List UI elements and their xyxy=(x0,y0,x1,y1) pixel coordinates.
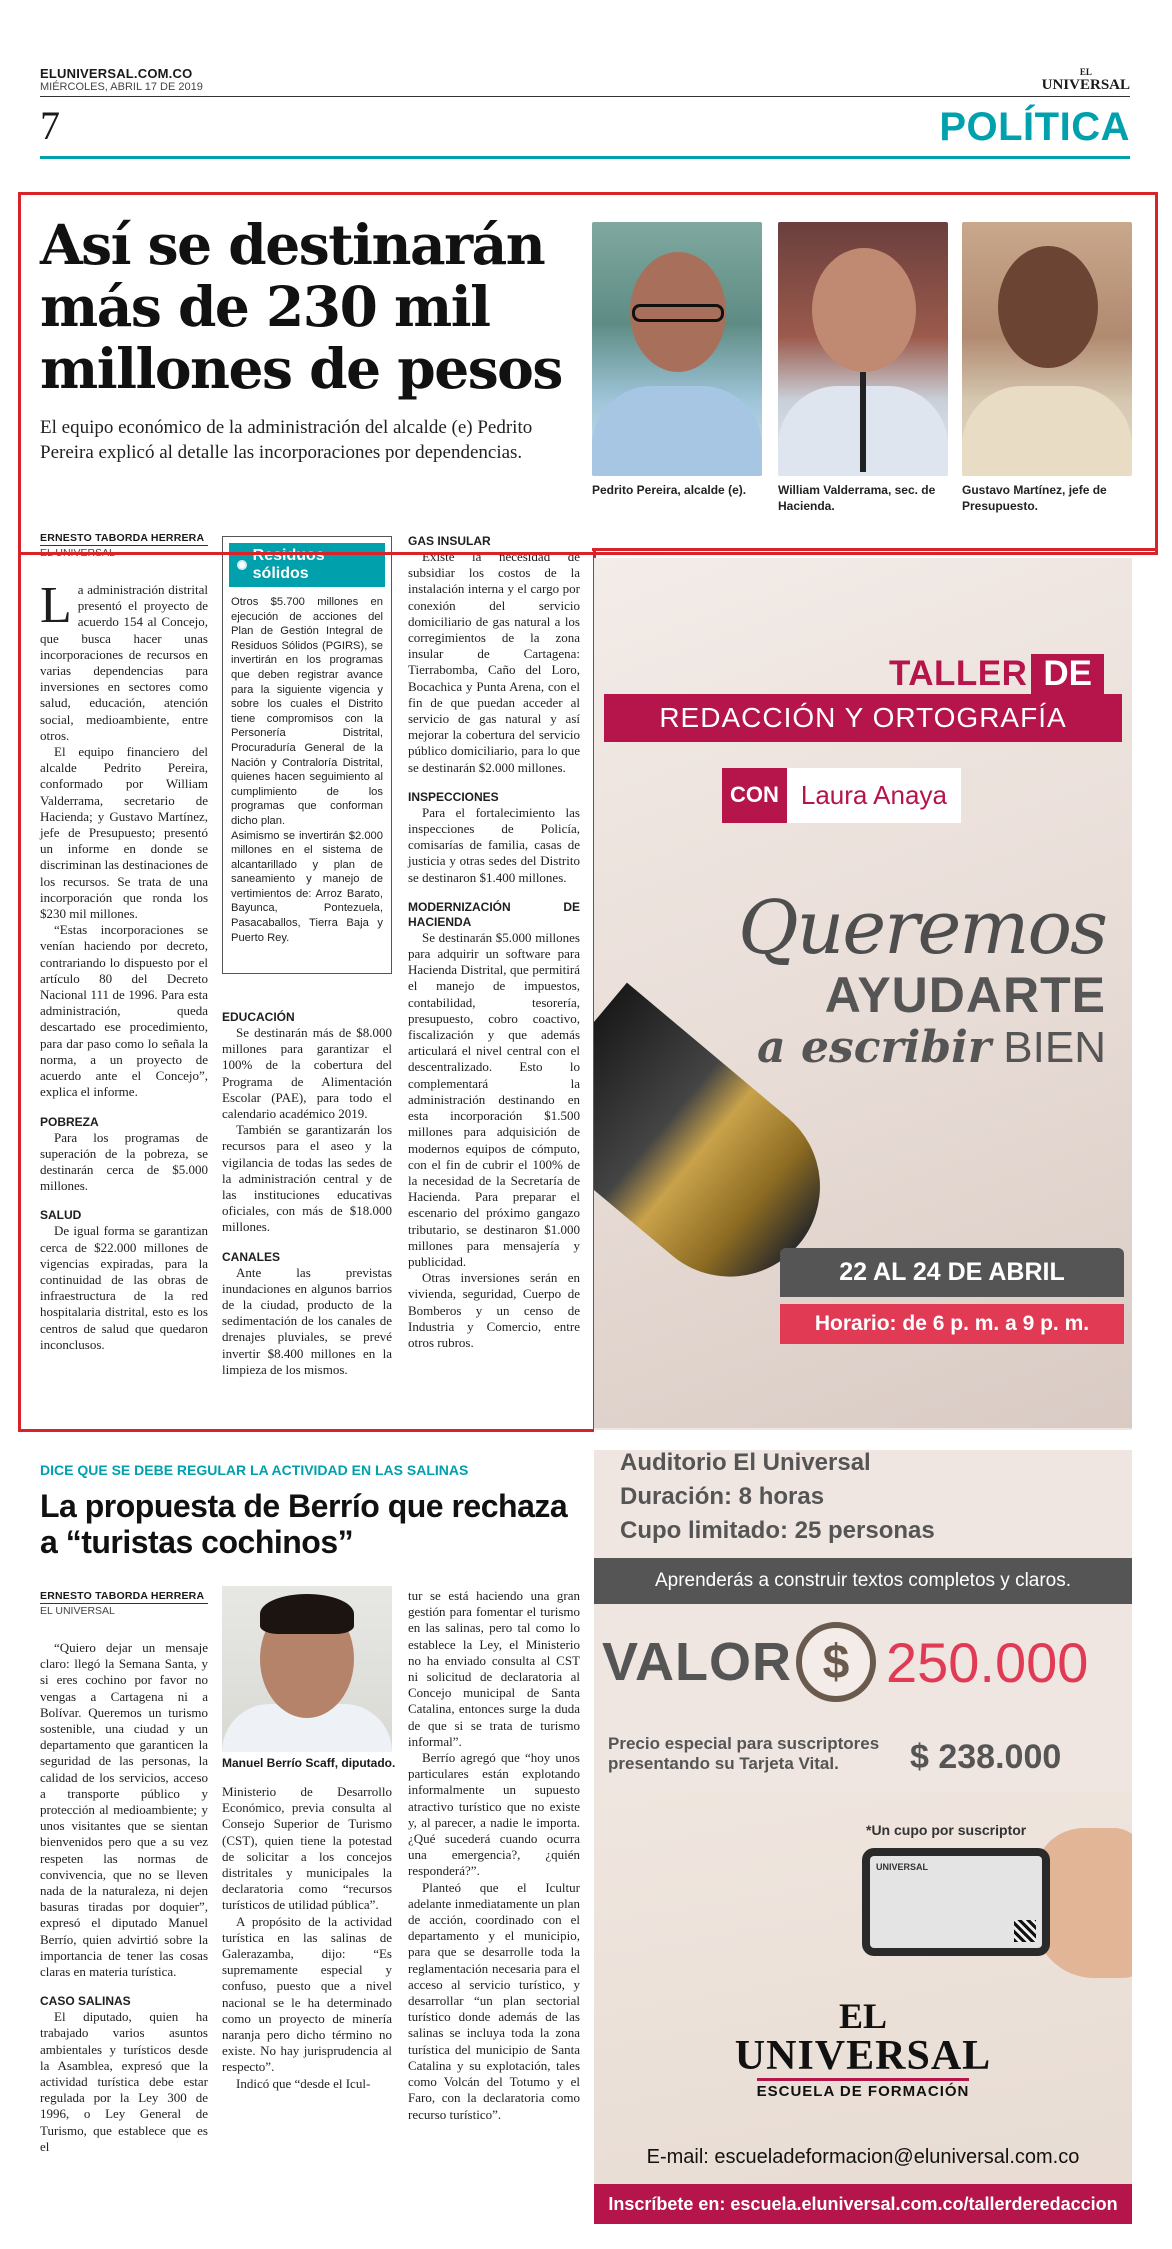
sidebox-residuos xyxy=(222,536,392,974)
paragraph: A propósito de la actividad turística en las salinas de Galerazamba, dijo: “Es supremamente especial y confuso, puesto que a nivel nacional se le ha determinado como un proyecto de minería naranja pero dicho término no existe. No hay jurisprudencia al respecto”. xyxy=(222,1913,392,2075)
story2-headline: La propuesta de Berrío que rechaza a “turistas cochinos” xyxy=(40,1488,568,1560)
glasses-icon xyxy=(632,304,724,322)
ad-venue: Auditorio El Universal xyxy=(620,1449,871,1476)
logo-el: EL xyxy=(1079,67,1092,77)
ad-email: E-mail: escueladeformacion@eluniversal.com.co xyxy=(646,2146,1080,2168)
subhead-salud: SALUD xyxy=(40,1208,82,1223)
paragraph: Asimismo se invertirán $2.000 millones en el sistema de alcantarillado y plan de saneamiento y manejo de vertimientos de: Arroz Barato, Bayunca, Pontezuela, Pasacaballos, Tierra Baja y Puerto Rey. xyxy=(231,829,383,944)
paragraph: Se destinarán más de $8.000 millones para garantizar el 100% de la cobertura del Programa de Alimentación Escolar (PAE), para todo el calendario académico 2019. xyxy=(222,1025,392,1122)
card-logo: UNIVERSAL xyxy=(876,1862,929,1872)
logo-escuela-text: ESCUELA DE FORMACIÓN xyxy=(757,2078,970,2100)
photo-manuel-berrio xyxy=(222,1586,392,1752)
story2-column-1 xyxy=(40,1640,208,2155)
ad-instructor-name: Laura Anaya xyxy=(787,768,961,823)
photo-figure-hair xyxy=(260,1594,354,1634)
photo-caption: Pedrito Pereira, alcalde (e). xyxy=(592,483,747,497)
photo-figure-face xyxy=(812,248,916,372)
sidebox-body xyxy=(223,587,391,953)
story1-headline: Así se destinarán más de 230 mil millones de pesos xyxy=(40,212,562,401)
subhead-inspecciones: INSPECCIONES xyxy=(408,789,499,804)
ad-price-value: 250.000 xyxy=(886,1630,1089,1694)
photo-figure-body xyxy=(592,386,762,476)
paragraph: Ante las previstas inundaciones en algunos barrios de la ciudad, producto de la sedimentación de los canales de drenajes pluviales, se prevé invertir $8.400 millones en la limpieza de los mismos. xyxy=(222,1264,392,1377)
ad-subscriber-text: Precio especial para suscriptores presentando su Tarjeta Vital. xyxy=(608,1734,880,1773)
paragraph: También se garantizarán los recursos para el aseo y la vigilancia de todas las sedes de la administración central y de las instituciones educativas oficiales, con más de $18.000 millones. xyxy=(222,1122,392,1235)
byline-name: ERNESTO TABORDA HERRERA xyxy=(40,1590,205,1602)
ad-de-word: DE xyxy=(1031,654,1104,694)
ad-register-link[interactable]: Inscríbete en: escuela.eluniversal.com.co/tallerderedaccion xyxy=(594,2184,1132,2224)
story2-kicker: DICE QUE SE DEBE REGULAR LA ACTIVIDAD EN LAS SALINAS xyxy=(40,1462,469,1478)
qr-code-icon xyxy=(1014,1920,1036,1942)
ad-details xyxy=(620,1446,935,1548)
story2-byline xyxy=(40,1590,208,1618)
photo-gustavo-martinez xyxy=(962,222,1132,476)
advertisement-taller xyxy=(594,558,1132,2224)
paragraph: Para los programas de superación de la pobreza, se destinarán cerca de $5.000 millones. xyxy=(40,1129,208,1194)
subhead-pobreza: POBREZA xyxy=(40,1114,99,1129)
subhead-gas-insular: GAS INSULAR xyxy=(408,534,491,548)
paragraph: Otras inversiones serán en vivienda, seguridad, Cuerpo de Bomberos y un censo de Industria y Comercio, entre otros rubros. xyxy=(408,1270,580,1350)
masthead-left xyxy=(40,66,203,93)
ad-duration: Duración: 8 horas xyxy=(620,1483,825,1510)
phone-card-icon xyxy=(862,1848,1050,1956)
site-name: ELUNIVERSAL.COM.CO xyxy=(40,66,193,81)
subhead-canales: CANALES xyxy=(222,1249,281,1264)
microphone-icon xyxy=(860,372,866,472)
bullet-dot-icon xyxy=(237,560,247,570)
masthead-rule xyxy=(40,96,1130,97)
sidebox-title: Residuos sólidos xyxy=(252,547,325,582)
paragraph: Berrío agregó que “hoy unos particulares están explotando informalmente un supuesto atractivo turístico que no existe y, al parecer, a nadie le importa. ¿Qué sucederá cuando ocurra una emergencia?, ¿quién responderá?”. xyxy=(408,1750,580,1879)
photo-caption: William Valderrama, sec. de Hacienda. xyxy=(778,483,936,513)
paragraph: Existe la necesidad de subsidiar los costos de la instalación interna y el cargo por conexión del servicio domiciliario de gas natural a los corregimientos de la zona insular de Cartagena: Tierrabomba, Caño del Loro, Bocachica y Punta Arena, con el fin de que puedan acceder al servicio de gas natural y así mejorar la cobertura del servicio público domiciliario, para lo que se destinarán $2.000 millones. xyxy=(408,549,580,775)
ad-slogan-ayudarte: AYUDARTE xyxy=(824,967,1106,1023)
subhead-modernizacion: MODERNIZACIÓN DE HACIENDA xyxy=(408,899,580,929)
ad-dates: 22 AL 24 DE ABRIL xyxy=(780,1248,1124,1297)
ad-schedule: Horario: de 6 p. m. a 9 p. m. xyxy=(780,1304,1124,1344)
issue-date: MIÉRCOLES, ABRIL 17 DE 2019 xyxy=(40,81,203,93)
paragraph: De igual forma se garantizan cerca de $22.000 millones de vigencias expiradas, para la continuidad de las obras de infraestructura de la red hospitalaria distrital, esto es los centros de salud que quedaron inconclusos. xyxy=(40,1223,208,1352)
ad-limit-note: *Un cupo por suscriptor xyxy=(866,1822,1027,1838)
ad-title-block xyxy=(594,654,1132,742)
logo-universal: UNIVERSAL xyxy=(1041,77,1130,93)
paragraph: La administración distrital presentó el proyecto de acuerdo 154 al Concejo, que busca hacer unas incorporaciones de recursos en varias dependencias para inversiones en sectores como salud, educación, atención social, medioambiente, entre otros. xyxy=(40,577,208,743)
ad-capacity: Cupo limitado: 25 personas xyxy=(620,1517,935,1544)
byline-name: ERNESTO TABORDA HERRERA xyxy=(40,532,205,544)
ad-subscriber-price: $ 238.000 xyxy=(910,1738,1062,1776)
story1-column-3 xyxy=(408,534,580,1351)
story2-column-3 xyxy=(408,1588,580,2123)
photo-figure-body xyxy=(962,386,1132,476)
dollar-coin-icon: $ xyxy=(796,1622,876,1702)
story1-column-1 xyxy=(40,577,208,1353)
ad-price-label: VALOR xyxy=(602,1632,792,1692)
ad-slogan-queremos: Queremos xyxy=(738,885,1106,971)
photo-caption: Gustavo Martínez, jefe de Presupuesto. xyxy=(962,483,1107,513)
ad-subtitle: REDACCIÓN Y ORTOGRAFÍA xyxy=(604,694,1122,742)
story1-column-2 xyxy=(222,1010,392,1378)
paragraph: Ministerio de Desarrollo Económico, previa consulta al Consejo Superior de Turismo (CST), quien tiene la potestad de solicitar a los concejos distritales y municipales la declaratoria como “recursos turísticos de utilidad pública”. xyxy=(222,1784,392,1913)
section-rule xyxy=(40,156,1130,159)
paragraph: Planteó que el Icultur adelante inmediatamente un plan de acción, coordinado con el departamento y el municipio, para que se desarrolle toda la reglamentación necesaria para el acceso al servicio turístico, y desarrollar “un plan sectorial turístico donde además de las salinas se incluya toda la zona turística del municipio de Santa Catalina y su explotación, tales como Volcán del Totumo y el Faro, con la declaratoria como recurso turístico”. xyxy=(408,1879,580,2122)
ad-learning-outcome: Aprenderás a construir textos completos y claros. xyxy=(594,1558,1132,1604)
paragraph: El equipo financiero del alcalde Pedrito Pereira, conformado por William Valderrama, secretario de Hacienda; y Gustavo Martínez, jefe de Presupuesto; presentó un informe en donde se discriminan las destinaciones de los recursos. Se trata de una incorporación que ronda los $230 mil millones. xyxy=(40,744,208,922)
subscriber-card xyxy=(870,1856,1042,1948)
dropcap: L xyxy=(40,577,72,634)
photo-pedrito-pereira xyxy=(592,222,762,476)
page-number: 7 xyxy=(40,103,60,148)
byline-outlet: EL UNIVERSAL xyxy=(40,545,208,560)
paragraph: Se destinarán $5.000 millones para adquirir un software para Hacienda Distrital, que permitirá el manejo de impuestos, contabilidad, tesorería, presupuesto, cobro coactivo, fiscalización y que además articulará el nivel central con el descentralizado. Esto lo complementará la administración destinando en esta incorporación $1.500 millones para adquisición de modernos equipos de cómputo, con el fin de cubrir el 100% de la necesidad de la Secretaría de Hacienda. Para preparar el escenario del próximo gangazo tributario, se destinaron $1.000 millones para mensajería y publicidad. xyxy=(408,929,580,1269)
subhead-caso-salinas: CASO SALINAS xyxy=(40,1994,131,2009)
ad-slogan xyxy=(594,885,1106,1074)
ad-slogan-escribir: a escribir BIEN xyxy=(757,1022,1106,1073)
paragraph: Indicó que “desde el Icul- xyxy=(236,2075,371,2091)
logo-el-text: EL xyxy=(838,1996,888,2036)
ad-taller-word: TALLER xyxy=(888,654,1028,693)
ad-price-row xyxy=(602,1622,1088,1702)
sidebox-header xyxy=(229,543,385,587)
story1-lede: El equipo económico de la administración del alcalde (e) Pedrito Pereira explicó al detalle las incorporaciones por dependencias. xyxy=(40,417,533,463)
byline-outlet: EL UNIVERSAL xyxy=(40,1603,208,1618)
masthead-logo xyxy=(1042,66,1130,92)
highlight-frame-ad-top xyxy=(592,548,1158,558)
section-title: POLÍTICA xyxy=(939,105,1130,149)
ad-title-line xyxy=(594,654,1132,694)
paragraph: tur se está haciendo una gran gestión para fomentar el turismo en las salinas, pero tal como lo establece la Ley, el Ministerio no ha enviado consulta al CST ni solicitud de declaratoria al Concejo municipal de Santa Catalina, entonces surge la duda de que si se trata de turismo informal”. xyxy=(408,1588,580,1749)
logo-universal-text: UNIVERSAL xyxy=(734,2033,992,2079)
el-universal-logo xyxy=(594,1998,1132,2101)
story1-byline xyxy=(40,532,208,560)
paragraph: El diputado, quien ha trabajado varios asuntos ambientales y turísticos desde la Asamblea, expresó que la actividad turística debe estar regulada por la Ley 300 de 1996, o Ley General de Turismo, que establece que es el xyxy=(40,2009,208,2154)
subhead-educacion: EDUCACIÓN xyxy=(222,1010,295,1024)
paragraph: Para el fortalecimiento las inspecciones de Policía, comisarías de familia, casas de justicia y otras sedes del Distrito se destinaron $1.400 millones. xyxy=(408,804,580,885)
paragraph: Otros $5.700 millones en ejecución de acciones del Plan de Gestión Integral de Residuos Sólidos (PGIRS), se invertirán en los programas que deben registrar avance para la siguiente vigencia y sobre los cuales el Distrito tiene compromisos con la Personería Distrital, Procuraduría General de la Nación y Contraloría Distrital, quienes hacen seguimiento al cumplimiento de los programas que conforman dicho plan. xyxy=(231,596,383,827)
photo-caption: Manuel Berrío Scaff, diputado. xyxy=(222,1756,396,1770)
photo-william-valderrama xyxy=(778,222,948,476)
ad-con-label: CON xyxy=(722,768,787,823)
ad-instructor xyxy=(722,768,961,823)
paragraph: “Quiero dejar un mensaje claro: llegó la Semana Santa, y si eres cochino por favor no vengas a Cartagena ni a Bolívar. Queremos un turismo sostenible, una ciudad y un departamento que garanticen la seguridad de las personas, la calidad de los servicios, acceso a transporte público y protección al medioambiente; y unos visitantes que se sientan bienvenidos pero que a su vez respeten las normas de convivencia, que no se lleven nada de la naturaleza, ni dejen basuras tiradas por doquier”, expresó el diputado Manuel Berrío, quien advirtió sobre la importancia de tener las cosas claras en materia turística. xyxy=(40,1640,208,1980)
photo-figure-face xyxy=(998,246,1098,368)
paragraph: “Estas incorporaciones se venían haciendo por decreto, contrariando lo dispuesto por el artículo 80 del Decreto Nacional 111 de 1996. Para esta administración, queda descartado ese procedimiento, para dar paso como lo señala la norma, a un proyecto de acuerdo ante el Concejo”, explica el informe. xyxy=(40,922,208,1100)
story2-column-2 xyxy=(222,1784,392,2092)
